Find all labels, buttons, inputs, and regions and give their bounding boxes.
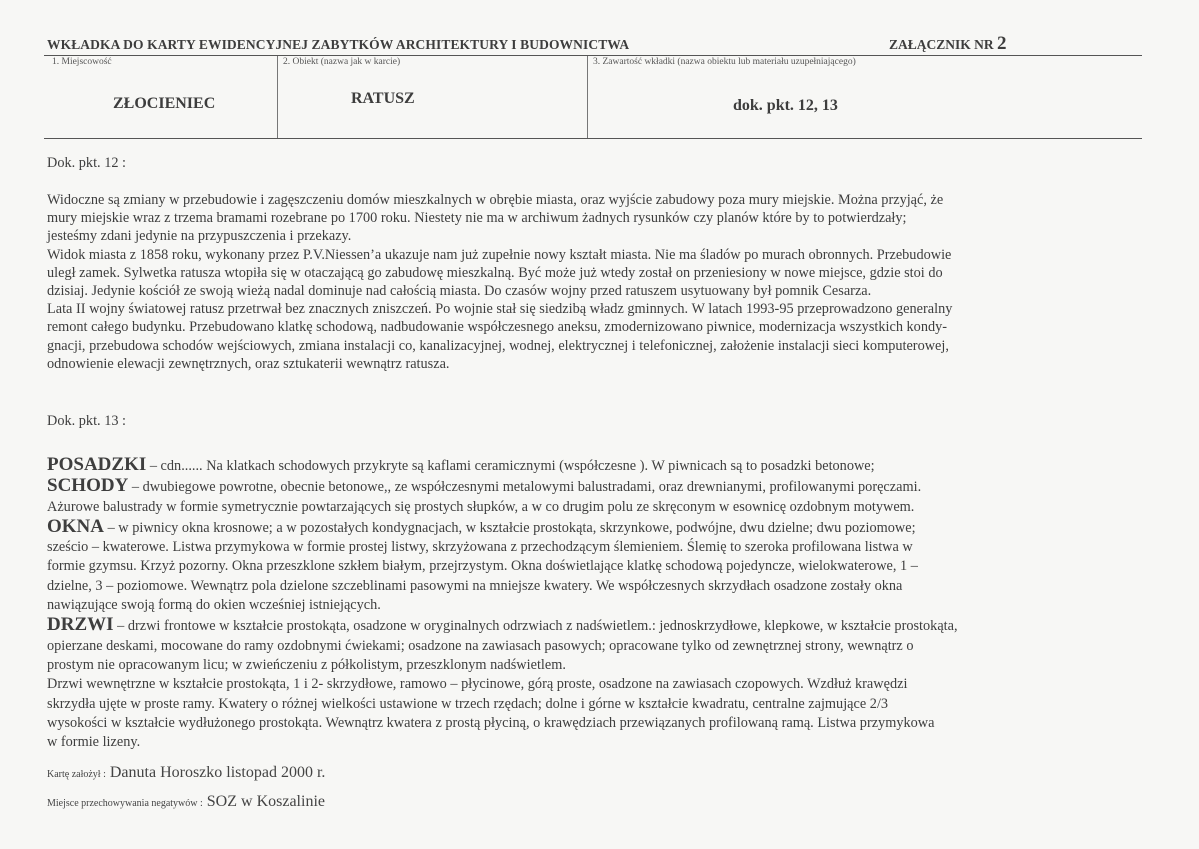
annex-number: 2	[997, 33, 1007, 54]
text-line: Widoczne są zmiany w przebudowie i zagęszczeniu domów mieszkalnych w obrębie miasta, oraz wyjście zabudowy poza mury miejskie. Można przyjąć, że	[47, 192, 944, 208]
text-line: Lata II wojny światowej ratusz przetrwał bez znacznych zniszczeń. Po wojnie stał się siedzibą władz gminnych. W latach 1993-95 przeprowadzono generalny	[47, 301, 953, 318]
term-drzwi: DRZWI	[47, 614, 114, 636]
field-divider-2	[587, 56, 588, 138]
text-line: opierzane deskami, mocowane do ramy ozdobnymi ćwiekami; osadzone na zawiasach pasowych; opracowane tylko od zewnętrznej strony, wewnątrz o	[47, 637, 914, 654]
text-line: jesteśmy zdani jedynie na przypuszczenia i przekazy.	[47, 228, 352, 245]
text-line: gnacji, przebudowa schodów wejściowych, zmiana instalacji co, kanalizacyjnej, wodnej, elektrycznej i telefonicznej, założenie instalacji sieci komputerowej,	[47, 337, 949, 354]
annex-text: ZAŁĄCZNIK NR	[889, 37, 994, 52]
text-line: formie gzymsu. Krzyż pozorny. Okna przeszklone szkłem białym, przejrzystym. Okna doświetlające klatkę schodową pojedyncze, wielokwaterowe, 1 –	[47, 558, 918, 575]
text-line: prostym nie opracowanym licu; w zwieńczeniu z półkolistym, przeszklonym nadświetlem.	[47, 656, 566, 673]
storage-value: SOZ w Koszalinie	[206, 793, 325, 810]
okna-line: OKNA – w piwnicy okna krosnowe; a w pozostałych kondygnacjach, w kształcie prostokąta, skrzynkowe, podwójne, dwu dzielne; dwu poziomowe;	[47, 515, 916, 537]
text-line: nawiązujące swoją formą do okien wcześniej istniejących.	[47, 597, 381, 614]
section-13-heading: Dok. pkt. 13 :	[47, 413, 127, 429]
text-line: skrzydła ujęte w proste ramy. Kwatery o różnej wielkości ustawione w trzech rzędach; dolne i górne w kształcie kwadratu, centralne zajmujące 2/3	[47, 695, 889, 712]
section-13-body	[47, 455, 1137, 752]
text-line: mury miejskie wraz z trzema bramami rozebrane po 1700 roku. Niestety nie ma w archiwum żadnych rysunków czy planów które by to potwierdzały;	[47, 210, 907, 227]
form-title: WKŁADKA DO KARTY EWIDENCYJNEJ ZABYTKÓW ARCHITEKTURY I BUDOWNICTWA	[47, 37, 630, 52]
field-value-locality: ZŁOCIENIEC	[113, 95, 216, 112]
author-label: Kartę założył :	[47, 769, 106, 780]
drzwi-line: DRZWI – drzwi frontowe w kształcie prostokąta, osadzone w oryginalnych odrzwiach z nadświetlem.: jednoskrzydłowe, klepkowe, w kształcie prostokąta,	[47, 614, 958, 636]
author-value: Danuta Horoszko listopad 2000 r.	[109, 764, 326, 781]
header-bottom-rule	[44, 138, 1142, 139]
annex-label	[889, 33, 1007, 55]
text-line: wysokości w kształcie wydłużonego prostokąta. Wewnątrz kwatera z prostą płyciną, o krawędziach przewiązanych profilowaną ramą. Listwa przymykowa	[47, 714, 935, 731]
posadzki-line: POSADZKI – cdn...... Na klatkach schodowych przykryte są kaflami ceramicznymi (współczesne ). W piwnicach są to posadzki betonowe;	[47, 454, 875, 475]
text-line: uległ zamek. Sylwetka ratusza wtopiła się w otaczającą go zabudowę mieszkalną. Być może już wtedy został on przeniesiony w nowe miejsce, gdzie stoi do	[47, 264, 943, 281]
text-line: Ażurowe balustrady w formie symetrycznie powtarzających się prostych słupków, a w co drugim polu ze skręconym w esownicę ozdobnym motywem.	[47, 498, 915, 515]
term-schody: SCHODY	[47, 475, 129, 497]
schody-line: SCHODY – dwubiegowe powrotne, obecnie betonowe,, ze współczesnymi metalowymi balustradami, oraz drewnianymi, profilowanymi poręczami.	[47, 475, 922, 497]
text-line: remont całego budynku. Przebudowano klatkę schodową, nadbudowanie współczesnego aneksu, zmodernizowano piwnice, modernizacja wszystkich kondy-	[47, 319, 948, 336]
storage-line	[47, 793, 325, 811]
field-value-object: RATUSZ	[351, 90, 415, 107]
text-line: w formie lizeny.	[47, 734, 141, 751]
text-line: sześcio – kwaterowe. Listwa przymykowa w formie prostej listwy, skrzyżowana z przechodzącym ślemieniem. Ślemię to szeroka profilowana listwa w	[47, 539, 913, 556]
term-okna: OKNA	[47, 515, 104, 537]
header-top-rule	[44, 55, 1142, 56]
field-divider-1	[277, 56, 278, 138]
section-12-body	[47, 191, 1137, 373]
author-line	[47, 764, 325, 782]
section-12-heading: Dok. pkt. 12 :	[47, 155, 127, 171]
field-label-locality: 1. Miejscowość	[52, 57, 112, 67]
field-label-object: 2. Obiekt (nazwa jak w karcie)	[283, 57, 401, 67]
text-line: dzisiaj. Jedynie kościół ze swoją wieżą nadal dominuje nad całością miasta. Do czasów wojny przed ratuszem usytuowany był pomnik Cesarza.	[47, 283, 872, 300]
term-posadzki: POSADZKI	[47, 454, 147, 475]
text-line: Widok miasta z 1858 roku, wykonany przez P.V.Niessen’a ukazuje nam już zupełnie nowy kształt miasta. Nie ma śladów po murach obronnych. Przebudowie	[47, 246, 952, 263]
text-line: dzielne, 3 – poziomowe. Wewnątrz pola dzielone szczeblinami pasowymi na mniejsze kwatery. We współczesnych skrzydłach osadzone zostały okna	[47, 577, 903, 594]
text-line: Drzwi wewnętrzne w kształcie prostokąta, 1 i 2- skrzydłowe, ramowo – płycinowe, górą proste, osadzone na zawiasach czopowych. Wzdłuż krawędzi	[47, 676, 908, 693]
field-label-contents: 3. Zawartość wkładki (nazwa obiektu lub materiału uzupełniającego)	[593, 57, 856, 67]
text-line: odnowienie elewacji zewnętrznych, oraz sztukaterii wewnątrz ratusza.	[47, 355, 450, 372]
field-value-contents: dok. pkt. 12, 13	[733, 97, 838, 114]
storage-label: Miejsce przechowywania negatywów :	[47, 798, 203, 809]
